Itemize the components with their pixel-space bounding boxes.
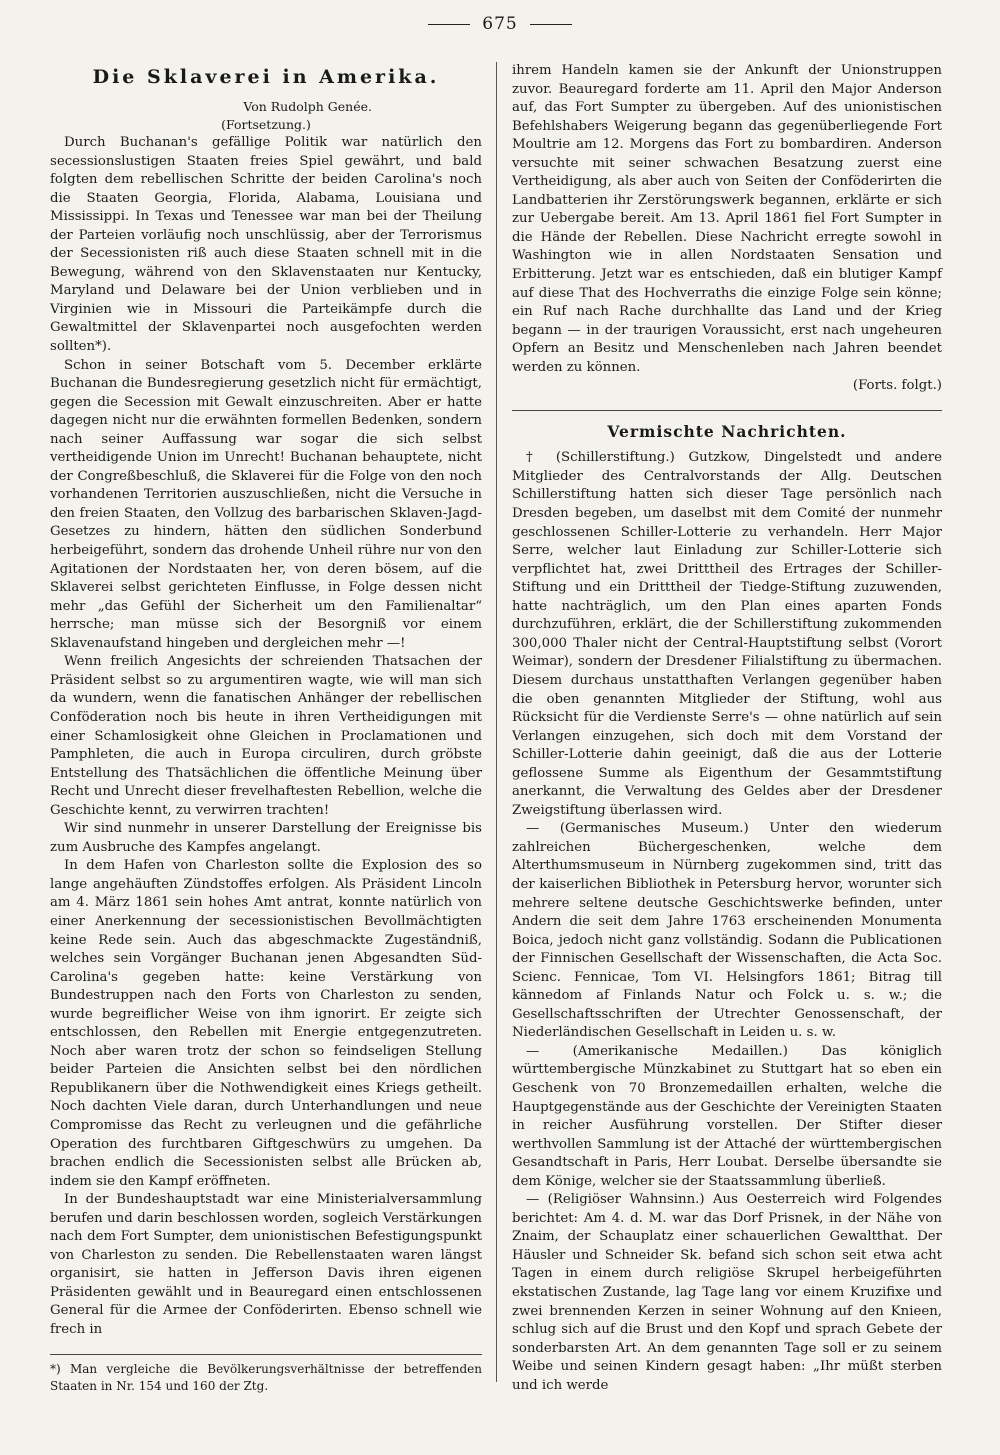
- header-rule-right: [530, 24, 572, 25]
- article-paragraph: Wenn freilich Angesichts der schreienden Thatsachen der Präsident selbst so zu argumentiren wagte, wie will man sich da wundern, wenn die fanatischen Anhänger der rebellischen Conföderation noch bis heute in ihren Vertheidigungen mit einer Schamlosigkeit ohne Gleichen in Proclamationen und Pamphleten, die auch in Europa circuliren, durch gröbste Entstellung des Thatsächlichen die öffentliche Meinung über Recht und Unrecht dieser frevelhaftesten Rebellion, welche die Geschichte kennt, zu verwirren trachten!: [50, 654, 482, 818]
- footnote: *) Man vergleiche die Bevölkerungsverhältnisse der betreffenden Staaten in Nr. 154 und 160 der Ztg.: [50, 1354, 482, 1395]
- fortsetzung-note: (Forts. folgt.): [852, 378, 942, 394]
- section-title: Vermischte Nachrichten.: [512, 410, 942, 442]
- news-item: — (Amerikanische Medaillen.) Das königlich württembergische Münzkabinet zu Stuttgart hat so eben ein Geschenk von 70 Bronzemedaillen erhalten, welche die Hauptgegenstände aus der Geschichte der Vereinigten Staaten in reicher Ausführung vorstellen. Der Stifter dieser werthvollen Sammlung ist der Attaché der württembergischen Gesandtschaft in Paris, Herr Loubat. Derselbe übersandte sie dem Könige, welcher sie der Staatssammlung überließ.: [512, 1043, 942, 1189]
- article-paragraph: In dem Hafen von Charleston sollte die Explosion des so lange angehäuften Zündstoffes erfolgen. Als Präsident Lincoln am 4. März 1861 sein hohes Amt antrat, konnte natürlich von einer Anerkennung der secessionistischen Bevollmächtigten keine Rede sein. Auch das abgeschmackte Zugeständniß, welches sein Vorgänger Buchanan jenen Abgesandten Süd-Carolina's gegeben hatte: keine Verstärkung von Bundestruppen nach den Forts von Charleston zu senden, wurde begreiflicher Weise von ihm ignorirt. Er zeigte sich entschlossen, den Rebellen mit Energie entgegenzutreten. Noch aber waren trotz der schon so feindseligen Stellung beider Parteien die Ansichten selbst bei den nördlichen Republikanern über die Nothwendigkeit eines Kriegs getheilt. Noch dachten Viele daran, durch Unterhandlungen und neue Compromisse das Recht zu verleugnen und die gefährliche Operation des furchtbaren Giftgeschwürs zu umgehen. Da brachen endlich die Secessionisten selbst alle Brücken ab, indem sie den Kampf eröffneten.: [50, 858, 482, 1189]
- article-paragraph: In der Bundeshauptstadt war eine Ministerialversammlung berufen und darin beschlossen worden, sogleich Verstärkungen nach dem Fort Sumpter, dem unionistischen Befestigungspunkt von Charleston zu senden. Die Rebellenstaaten waren längst organisirt, sie hatten in Jefferson Davis ihren eigenen Präsidenten gewählt und in Beauregard einen entschlossenen General für die Armee der Conföderirten. Ebenso schnell wie frech in: [50, 1192, 482, 1337]
- continuation-marker: [512, 377, 942, 396]
- article-title: Die Sklaverei in Amerika.: [92, 66, 440, 88]
- right-column: [512, 62, 942, 1395]
- page-header: [0, 14, 1000, 34]
- article-paragraph: Durch Buchanan's gefällige Politik war natürlich den secessionslustigen Staaten freies Spiel gewährt, und bald folgten dem rebellischen Schritte der beiden Carolina's noch die Staaten Georgia, Florida, Alabama, Louisiana und Mississippi. In Texas und Tenessee war man bei der Theilung der Parteien vorläufig noch unschlüssig, aber der Terrorismus der Secessionisten riß auch diese Staaten schnell mit in die Bewegung, während von den Sklavenstaaten nur Kentucky, Maryland und Delaware bei der Union verblieben und in Virginien wie in Missouri die Parteikämpfe durch die Gewaltmittel der Sklavenpartei noch ausgefochten werden sollten*).: [50, 135, 482, 355]
- article-paragraph: Schon in seiner Botschaft vom 5. December erklärte Buchanan die Bundesregierung gesetzlich nicht für ermächtigt, gegen die Secession mit Gewalt einzuschreiten. Aber er hatte dagegen nicht nur die erwähnten formellen Bedenken, sondern nach seiner Auffassung war sogar die sich selbst vertheidigende Union im Unrecht! Buchanan behauptete, nicht der Congreßbeschluß, die Sklaverei für die Folge von den noch vorhandenen Territorien auszuschließen, nicht die Versuche in den freien Staaten, den Vollzug des barbarischen Sklaven-Jagd-Gesetzes zu hindern, hätten den südlichen Sonderbund herbeigeführt, sondern das drohende Unheil rühre nur von den Agitationen der Nordstaaten her, von deren bösem, auf die Sklaverei selbst gerichteten Einflusse, in Folge dessen nicht mehr „das Gefühl der Sicherheit um den Familienaltar“ herrsche; man müsse sich der Besorgniß vor einem Sklavenaufstand hingeben und dergleichen mehr —!: [50, 357, 482, 651]
- article-paragraph: ihrem Handeln kamen sie der Ankunft der Unionstruppen zuvor. Beauregard forderte am 11. April den Major Anderson auf, das Fort Sumpter zu übergeben. Auf des unionistischen Befehlshabers Weigerung begann das gegenüberliegende Fort Moultrie am 12. Morgens das Fort zu bombardiren. Anderson versuchte mit seiner schwachen Besatzung zuerst eine Vertheidigung, als aber auch von Seiten der Conföderirten die Landbatterien ihr Zerstörungswerk begannen, erklärte er sich zur Uebergabe bereit. Am 13. April 1861 fiel Fort Sumpter in die Hände der Rebellen. Diese Nachricht erregte sowohl in Washington wie in allen Nordstaaten Sensation und Erbitterung. Jetzt war es entschieden, daß ein blutiger Kampf auf diese That des Hochverraths die einzige Folge sein könne; ein Ruf nach Rache durchhallte das Land und der Krieg begann — in der traurigen Voraussicht, erst nach ungeheuren Opfern an Besitz und Menschenleben nach Jahren beendet werden zu können.: [512, 63, 942, 375]
- continuation-note: (Fortsetzung.): [221, 117, 311, 132]
- news-item: † (Schillerstiftung.) Gutzkow, Dingelstedt und andere Mitglieder des Centralvorstands der Allg. Deutschen Schillerstiftung hatten sich dieser Tage persönlich nach Dresden begeben, um daselbst mit dem Comité der nunmehr geschlossenen Schiller-Lotterie zu verhandeln. Herr Major Serre, welcher laut Einladung zur Schiller-Lotterie sich verpflichtet hat, zwei Dritttheil des Ertrages der Schiller-Stiftung und ein Dritttheil der Tiedge-Stiftung zuzuwenden, hatte nachträglich, um den Plan eines aparten Fonds durchzuführen, erklärt, die der Schillerstiftung zukommenden 300,000 Thaler nicht der Central-Hauptstiftung selbst (Vorort Weimar), sondern der Dresdener Filialstiftung zu übermachen. Diesem durchaus unstatthaften Verlangen gegenüber haben die oben genannten Mitglieder der Stiftung, wohl aus Rücksicht für die Verdienste Serre's — ohne natürlich auf sein Verlangen einzugehen, sich doch mit dem Vorstand der Schiller-Lotterie dahin geeinigt, daß die aus der Lotterie geflossene Summe als Eigenthum der Gesammtstiftung anerkannt, die Verwaltung des Geldes aber der Dresdener Zweigstiftung überlassen wird.: [512, 450, 942, 818]
- left-column: [50, 62, 482, 1395]
- news-item: — (Germanisches Museum.) Unter den wiederum zahlreichen Büchergeschenken, welche dem Alterthumsmuseum in Nürnberg zugekommen sind, tritt das der kaiserlichen Bibliothek in Petersburg hervor, worunter sich mehrere seltene deutsche Geschichtswerke befinden, unter Andern die seit dem Jahre 1763 erscheinenden Monumenta Boica, jedoch nicht ganz vollständig. Sodann die Publicationen der Finnischen Gesellschaft der Wissenschaften, die Acta Soc. Scienc. Fennicae, Tom VI. Helsingfors 1861; Bitrag till kännedom af Finlands Natur och Folck u. s. w.; die Gesellschaftsschriften der Utrechter Genossenschaft, der Niederländischen Gesellschaft in Leiden u. s. w.: [512, 821, 942, 1041]
- column-divider: [496, 62, 497, 1382]
- article-paragraph: Wir sind nunmehr in unserer Darstellung der Ereignisse bis zum Ausbruche des Kampfes angelangt.: [50, 821, 482, 855]
- page-number: 675: [482, 14, 518, 34]
- header-rule-left: [428, 24, 470, 25]
- news-item: — (Religiöser Wahnsinn.) Aus Oesterreich wird Folgendes berichtet: Am 4. d. M. war das Dorf Prisnek, in der Nähe von Znaim, der Schauplatz einer schauerlichen Gewaltthat. Der Häusler und Schneider Sk. befand sich schon seit etwa acht Tagen in einem durch religiöse Skrupel herbeigeführten ekstatischen Zustande, lag Tage lang vor einem Kruzifixe und zwei brennenden Kerzen in seiner Wohnung auf den Knieen, schlug sich auf die Brust und den Kopf und sprach Gebete der sonderbarsten Art. An dem genannten Tage soll er zu seinem Weibe und seinen Kindern gesagt haben: „Ihr müßt sterben und ich werde: [512, 1192, 942, 1393]
- article-author: Von Rudolph Genée.: [243, 99, 372, 114]
